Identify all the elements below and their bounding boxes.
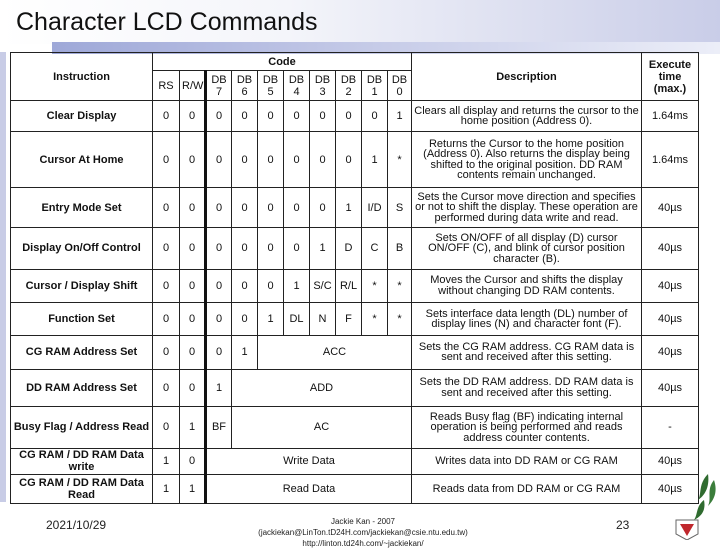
bit-cell: 0 — [153, 407, 180, 449]
bit-cell: 0 — [180, 269, 206, 302]
execute-time: 40µs — [642, 369, 699, 406]
instruction-description: Sets the Cursor move direction and specifies or not to shift the display. These operation are performed during data write and read. — [412, 188, 642, 228]
bit-cell: 0 — [206, 228, 232, 270]
instruction-description: Reads data from DD RAM or CG RAM — [412, 474, 642, 503]
instruction-description: Writes data into DD RAM or CG RAM — [412, 448, 642, 474]
corner-emblem-icon — [668, 470, 720, 540]
instruction-description: Sets ON/OFF of all display (D) cursor ON/OFF (C), and blink of cursor position character (B). — [412, 228, 642, 270]
bit-cell: 0 — [180, 302, 206, 335]
footer-credit-line1: Jackie Kan - 2007 (jackiekan@LinTon.tD24H.com/jackiekan@csie.ntu.edu.tw) — [258, 517, 468, 537]
table-row — [11, 407, 699, 449]
bit-cell: F — [336, 302, 362, 335]
instruction-name: CG RAM / DD RAM Data Read — [11, 474, 153, 503]
bit-cell: 1 — [284, 269, 310, 302]
bit-cell: 0 — [232, 101, 258, 132]
header-col-db-6: DB 6 — [232, 71, 258, 101]
bit-cell: 0 — [206, 132, 232, 188]
footer-credit-line2: http://linton.td24h.com/~jackiekan/ — [302, 539, 424, 548]
table-row — [11, 228, 699, 270]
bit-cell: 0 — [362, 101, 388, 132]
bit-cell: D — [336, 228, 362, 270]
bit-cell: 0 — [206, 336, 232, 369]
bit-cell: I/D — [362, 188, 388, 228]
bit-cell: 0 — [153, 302, 180, 335]
table-row — [11, 302, 699, 335]
bit-cell: 0 — [153, 369, 180, 406]
bit-cell: 0 — [180, 132, 206, 188]
instruction-description: Moves the Cursor and shifts the display without changing DD RAM contents. — [412, 269, 642, 302]
header-col-db-1: DB 1 — [362, 71, 388, 101]
page-number: 23 — [616, 518, 630, 532]
bit-cell: S — [388, 188, 412, 228]
execute-time: 40µs — [642, 228, 699, 270]
table-row — [11, 132, 699, 188]
bit-cell: N — [310, 302, 336, 335]
bit-cell: 0 — [180, 228, 206, 270]
header-col-db-5: DB 5 — [258, 71, 284, 101]
instruction-description: Returns the Cursor to the home position (Address 0). Also returns the display being shifted to the original position. DD RAM contents remain unchanged. — [412, 132, 642, 188]
bit-cell: 0 — [336, 101, 362, 132]
execute-time: 40µs — [642, 269, 699, 302]
bit-cell: 0 — [258, 132, 284, 188]
instruction-description: Clears all display and returns the cursor to the home position (Address 0). — [412, 101, 642, 132]
instruction-name: Display On/Off Control — [11, 228, 153, 270]
header-col-db-4: DB 4 — [284, 71, 310, 101]
instruction-description: Sets the DD RAM address. DD RAM data is sent and received after this setting. — [412, 369, 642, 406]
bit-cell: C — [362, 228, 388, 270]
left-accent-bar — [0, 52, 6, 502]
bit-cell: * — [388, 302, 412, 335]
bit-cell: 0 — [232, 269, 258, 302]
bit-cell: 0 — [284, 132, 310, 188]
bit-cell: 1 — [153, 474, 180, 503]
bit-cell: 0 — [206, 302, 232, 335]
instruction-name: CG RAM / DD RAM Data write — [11, 448, 153, 474]
bit-cell: 1 — [362, 132, 388, 188]
header-col-db-3: DB 3 — [310, 71, 336, 101]
bit-cell: 1 — [153, 448, 180, 474]
bit-cell: 0 — [258, 188, 284, 228]
execute-time: 1.64ms — [642, 101, 699, 132]
footer-credit — [258, 516, 468, 549]
bit-cell: * — [362, 269, 388, 302]
merged-field: AC — [232, 407, 412, 449]
header-code: Code — [153, 53, 412, 71]
command-rows — [11, 101, 699, 504]
table-row — [11, 101, 699, 132]
bit-cell: S/C — [310, 269, 336, 302]
bit-cell: 0 — [284, 101, 310, 132]
bit-cell: 1 — [232, 336, 258, 369]
header-execute-time: Execute time (max.) — [642, 53, 699, 101]
table-row — [11, 188, 699, 228]
bit-cell: * — [388, 269, 412, 302]
merged-field: Write Data — [206, 448, 412, 474]
bit-cell: 0 — [232, 302, 258, 335]
bit-cell: 0 — [180, 188, 206, 228]
execute-time: 40µs — [642, 188, 699, 228]
header-col-r-w: R/W — [180, 71, 206, 101]
bit-cell: 0 — [232, 188, 258, 228]
bit-cell: DL — [284, 302, 310, 335]
table-row — [11, 474, 699, 503]
instruction-name: Function Set — [11, 302, 153, 335]
bit-cell: 0 — [284, 228, 310, 270]
slide-title: Character LCD Commands — [16, 8, 318, 36]
header-col-db-0: DB 0 — [388, 71, 412, 101]
execute-time: - — [642, 407, 699, 449]
bit-cell: 1 — [180, 474, 206, 503]
bit-cell: 0 — [310, 132, 336, 188]
execute-time: 40µs — [642, 474, 699, 503]
bit-cell: 0 — [310, 101, 336, 132]
instruction-description: Sets interface data length (DL) number of display lines (N) and character font (F). — [412, 302, 642, 335]
bit-cell: 0 — [153, 269, 180, 302]
bit-cell: 0 — [153, 336, 180, 369]
header-col-db-2: DB 2 — [336, 71, 362, 101]
merged-field: Read Data — [206, 474, 412, 503]
execute-time: 40µs — [642, 448, 699, 474]
header-col-db-7: DB 7 — [206, 71, 232, 101]
instruction-name: Entry Mode Set — [11, 188, 153, 228]
bit-cell: 0 — [206, 269, 232, 302]
instruction-description: Sets the CG RAM address. CG RAM data is sent and received after this setting. — [412, 336, 642, 369]
bit-cell: 0 — [232, 132, 258, 188]
instruction-description: Reads Busy flag (BF) indicating internal operation is being performed and reads address counter contents. — [412, 407, 642, 449]
bit-cell: BF — [206, 407, 232, 449]
bit-cell: 0 — [180, 369, 206, 406]
bit-cell: 0 — [180, 101, 206, 132]
bit-cell: 0 — [284, 188, 310, 228]
table-row — [11, 336, 699, 369]
header-col-rs: RS — [153, 71, 180, 101]
bit-cell: * — [388, 132, 412, 188]
bit-cell: 0 — [258, 269, 284, 302]
bit-cell: * — [362, 302, 388, 335]
footer-date: 2021/10/29 — [46, 518, 107, 532]
lcd-command-table — [10, 52, 699, 504]
bit-cell: B — [388, 228, 412, 270]
bit-cell: 0 — [153, 101, 180, 132]
instruction-name: Clear Display — [11, 101, 153, 132]
bit-cell: 1 — [336, 188, 362, 228]
bit-cell: R/L — [336, 269, 362, 302]
merged-field: ADD — [232, 369, 412, 406]
bit-cell: 0 — [310, 188, 336, 228]
bit-cell: 1 — [310, 228, 336, 270]
bit-cell: 0 — [153, 188, 180, 228]
bit-cell: 0 — [153, 228, 180, 270]
execute-time: 1.64ms — [642, 132, 699, 188]
instruction-name: Cursor At Home — [11, 132, 153, 188]
table-row — [11, 269, 699, 302]
bit-cell: 0 — [232, 228, 258, 270]
bit-cell: 0 — [153, 132, 180, 188]
instruction-name: Busy Flag / Address Read — [11, 407, 153, 449]
instruction-name: Cursor / Display Shift — [11, 269, 153, 302]
execute-time: 40µs — [642, 336, 699, 369]
bit-cell: 1 — [388, 101, 412, 132]
bit-cell: 1 — [206, 369, 232, 406]
instruction-name: DD RAM Address Set — [11, 369, 153, 406]
bit-cell: 0 — [180, 448, 206, 474]
bit-cell: 0 — [336, 132, 362, 188]
instruction-name: CG RAM Address Set — [11, 336, 153, 369]
execute-time: 40µs — [642, 302, 699, 335]
bit-cell: 1 — [258, 302, 284, 335]
header-instruction: Instruction — [11, 53, 153, 101]
table-row — [11, 369, 699, 406]
bit-cell: 1 — [180, 407, 206, 449]
bit-cell: 0 — [180, 336, 206, 369]
bit-cell: 0 — [206, 101, 232, 132]
bit-cell: 0 — [258, 101, 284, 132]
table-row — [11, 448, 699, 474]
merged-field: ACC — [258, 336, 412, 369]
bit-cell: 0 — [258, 228, 284, 270]
header-description: Description — [412, 53, 642, 101]
bit-cell: 0 — [206, 188, 232, 228]
